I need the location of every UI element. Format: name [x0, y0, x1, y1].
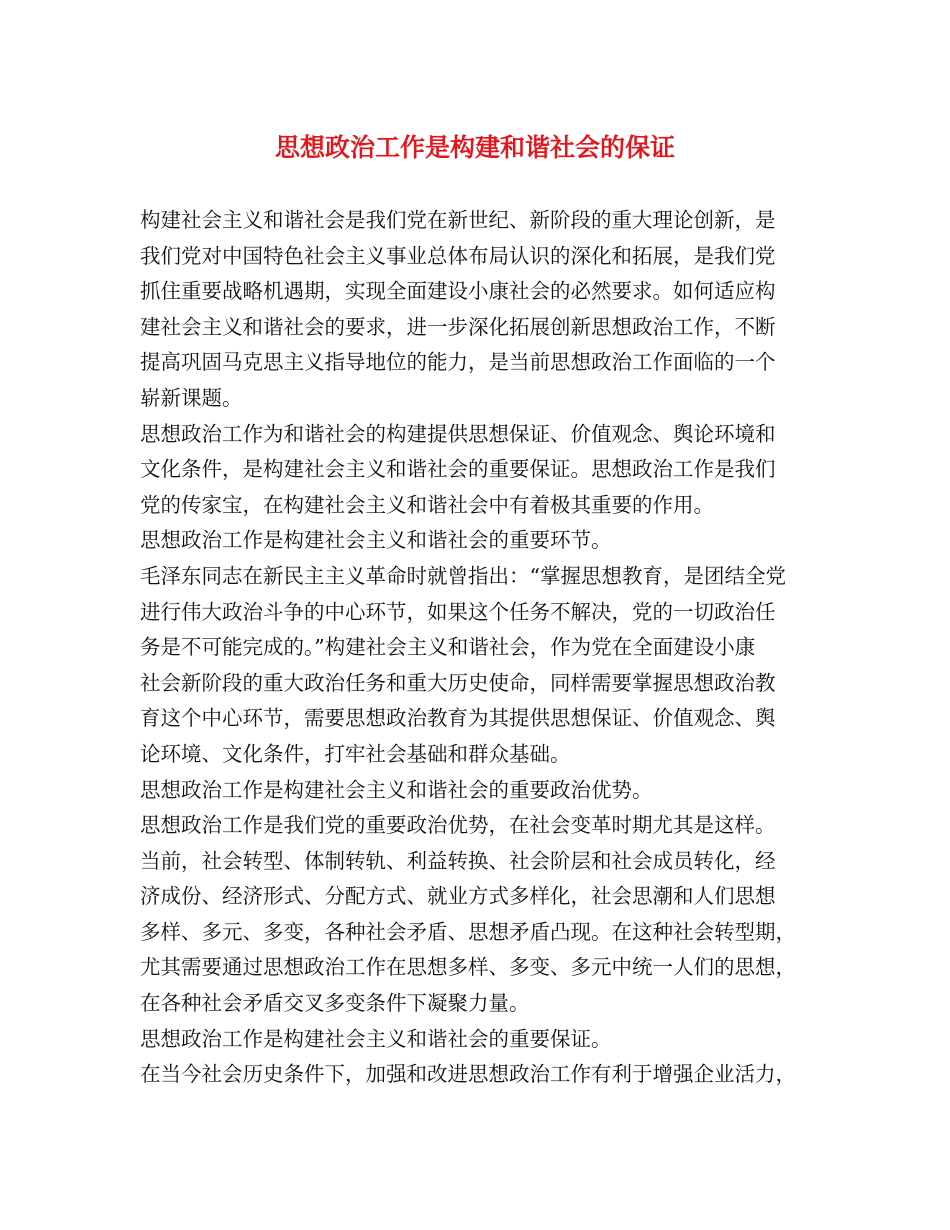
text-line: 文化条件，是构建社会主义和谐社会的重要保证。思想政治工作是我们	[140, 457, 776, 482]
page-title: 思想政治工作是构建和谐社会的保证	[274, 133, 675, 162]
text-line: 在各种社会矛盾交叉多变条件下凝聚力量。	[140, 991, 530, 1016]
text-line: 抓住重要战略机遇期，实现全面建设小康社会的必然要求。如何适应构	[140, 279, 776, 304]
text-line: 论环境、文化条件，打牢社会基础和群众基础。	[140, 741, 571, 766]
text-line: 思想政治工作是我们党的重要政治优势，在社会变革时期尤其是这样。	[140, 813, 776, 838]
text-line: 思想政治工作是构建社会主义和谐社会的重要保证。	[140, 1026, 612, 1051]
text-line: 建社会主义和谐社会的要求，进一步深化拓展创新思想政治工作，不断	[140, 314, 776, 339]
text-line: 崭新课题。	[140, 385, 243, 410]
text-line: 尤其需要通过思想政治工作在思想多样、多变、多元中统一人们的思想，	[140, 955, 796, 980]
text-line: 务是不可能完成的。”构建社会主义和谐社会，作为党在全面建设小康	[140, 635, 756, 660]
text-line: 党的传家宝，在构建社会主义和谐社会中有着极其重要的作用。	[140, 492, 714, 517]
text-line: 提高巩固马克思主义指导地位的能力，是当前思想政治工作面临的一个	[140, 350, 776, 375]
text-line: 我们党对中国特色社会主义事业总体布局认识的深化和拓展，是我们党	[140, 243, 776, 268]
text-line: 进行伟大政治斗争的中心环节，如果这个任务不解决，党的一切政治任	[140, 599, 776, 624]
text-line: 济成份、经济形式、分配方式、就业方式多样化，社会思潮和人们思想	[140, 884, 776, 909]
document-body	[140, 203, 820, 1093]
text-line: 思想政治工作是构建社会主义和谐社会的重要环节。	[140, 528, 612, 553]
text-line: 思想政治工作是构建社会主义和谐社会的重要政治优势。	[140, 777, 653, 802]
text-line: 构建社会主义和谐社会是我们党在新世纪、新阶段的重大理论创新，是	[140, 208, 776, 232]
text-line: 育这个中心环节，需要思想政治教育为其提供思想保证、价值观念、舆	[140, 706, 776, 731]
text-line: 社会新阶段的重大政治任务和重大历史使命，同样需要掌握思想政治教	[140, 670, 776, 695]
text-line: 在当今社会历史条件下，加强和改进思想政治工作有利于增强企业活力，	[140, 1062, 796, 1087]
text-line: 思想政治工作为和谐社会的构建提供思想保证、价值观念、舆论环境和	[140, 421, 776, 446]
text-line: 毛泽东同志在新民主主义革命时就曾指出：“掌握思想教育，是团结全党	[140, 563, 786, 588]
text-line: 当前，社会转型、体制转轨、利益转换、社会阶层和社会成员转化，经	[140, 848, 776, 873]
text-line: 多样、多元、多变，各种社会矛盾、思想矛盾凸现。在这种社会转型期，	[140, 919, 796, 944]
